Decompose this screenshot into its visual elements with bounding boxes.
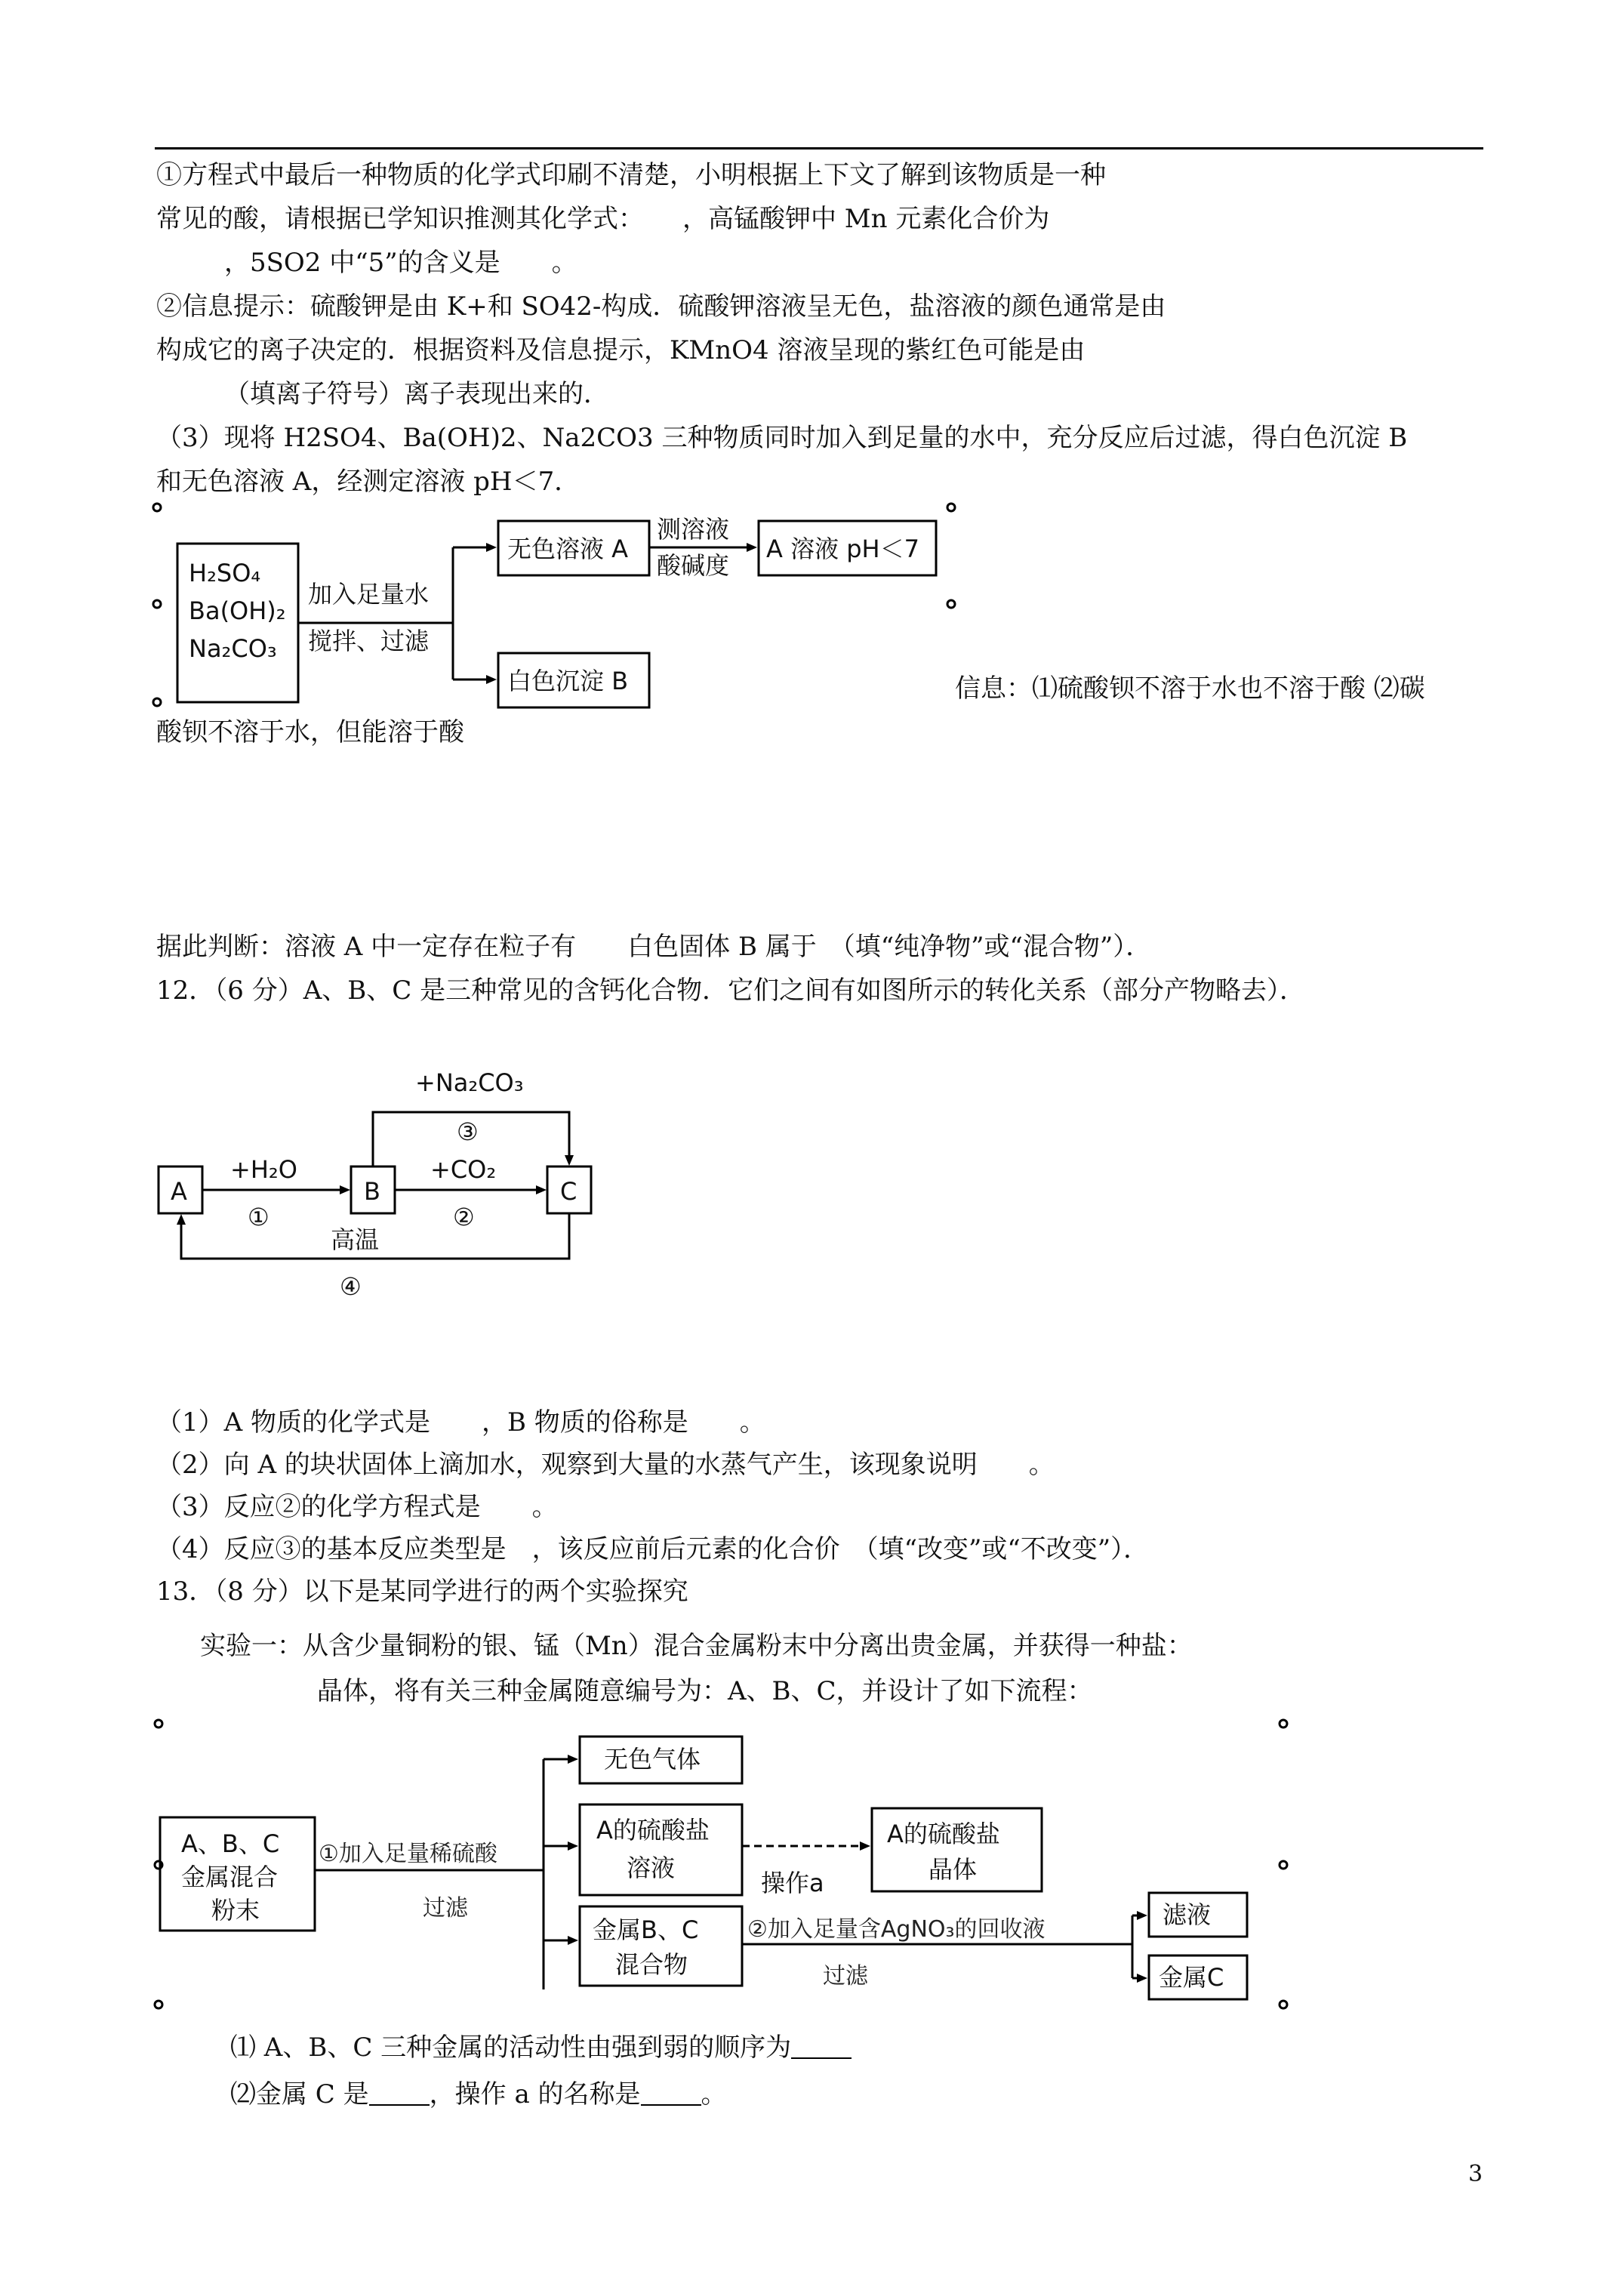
handle-dot	[155, 2001, 162, 2008]
text-line: 12．（6 分）A、B、C 是三种常见的含钙化合物．它们之间有如图所示的转化关系（部分产物略去）．	[156, 975, 1306, 1006]
step-label: 过滤	[423, 1895, 468, 1922]
handle-dot	[155, 1720, 162, 1727]
crystal-label: 晶体	[929, 1855, 978, 1884]
page-number: 3	[1468, 2161, 1483, 2187]
text-line: 据此判断：溶液 A 中一定存在粒子有 白色固体 B 属于 （填“纯净物”或“混合物”）．	[156, 932, 1152, 962]
answer-blank[interactable]	[791, 2035, 852, 2059]
test-label: 酸碱度	[657, 551, 730, 580]
arrow-head	[486, 543, 497, 552]
arrow-head	[568, 1936, 578, 1945]
text-line: 实验一：从含少量铜粉的银、锰（Mn）混合金属粉末中分离出贵金属，并获得一种盐：	[200, 1631, 1193, 1661]
handle-dot	[1280, 1720, 1287, 1727]
text-line: 酸钡不溶于水，但能溶于酸	[156, 717, 464, 747]
conversion-diagram	[151, 1053, 619, 1318]
reagent-label: +CO₂	[430, 1155, 497, 1184]
step-label: ②加入足量含AgNO₃的回收液	[747, 1916, 1046, 1943]
text-line: 13．（8 分）以下是某同学进行的两个实验探究	[156, 1576, 688, 1607]
node-c-label: C	[560, 1177, 577, 1206]
arrow-head	[565, 1155, 574, 1166]
handle-dot	[1280, 1861, 1287, 1869]
reactant-label: H₂SO₄	[189, 559, 261, 587]
start-label: 金属混合	[181, 1863, 279, 1891]
question-text: 。	[701, 2079, 727, 2110]
step-label: 过滤	[823, 1963, 868, 1989]
reagent-label: 高温	[331, 1225, 380, 1254]
arrow-head	[1137, 1974, 1147, 1983]
filtrate-label: 滤液	[1163, 1900, 1212, 1929]
text-line: ②信息提示：硫酸钾是由 K+和 SO42-构成．硫酸钾溶液呈无色，盐溶液的颜色通常是由	[156, 291, 1166, 322]
crystal-label: A的硫酸盐	[887, 1820, 1000, 1848]
handle-dot	[153, 504, 161, 511]
reaction-number: ②	[453, 1203, 475, 1231]
handle-dot	[1280, 2001, 1287, 2008]
text-line: ，5SO2 中“5”的含义是 。	[224, 248, 577, 278]
text-line: 构成它的离子决定的．根据资料及信息提示，KMnO4 溶液呈现的紫红色可能是由	[156, 335, 1086, 365]
reagent-label: +H₂O	[230, 1155, 297, 1184]
answer-blank[interactable]	[369, 2082, 430, 2106]
text-line: 信息：⑴硫酸钡不溶于水也不溶于酸 ⑵碳	[955, 673, 1425, 704]
solution-label: A的硫酸盐	[596, 1816, 710, 1845]
text-line: （1）A 物质的化学式是 ，B 物质的俗称是 。	[156, 1407, 765, 1438]
question-line	[230, 2031, 852, 2064]
node-a-label: A	[171, 1177, 187, 1206]
arrow-head	[568, 1755, 578, 1764]
mixture-label: 金属B、C	[593, 1915, 699, 1944]
text-line: （3）现将 H2SO4、Ba(OH)2、Na2CO3 三种物质同时加入到足量的水中，充分反应后过滤，得白色沉淀 B	[156, 423, 1408, 453]
reaction-number: ①	[248, 1203, 269, 1231]
handle-dot	[153, 698, 161, 706]
reactant-label: Na₂CO₃	[189, 634, 277, 663]
text-line: （2）向 A 的块状固体上滴加水，观察到大量的水蒸气产生，该现象说明 。	[156, 1450, 1055, 1480]
text-line: （3）反应②的化学方程式是 。	[156, 1492, 558, 1522]
text-line: （填离子符号）离子表现出来的．	[224, 379, 609, 409]
arrow-head	[568, 1841, 578, 1851]
handle-dot	[153, 600, 161, 608]
node-b-label: B	[364, 1177, 380, 1206]
solution-label: 溶液	[627, 1854, 676, 1882]
test-label: 测溶液	[657, 515, 730, 544]
arrow-head	[177, 1214, 186, 1225]
metal-c-label: 金属C	[1159, 1963, 1224, 1992]
question-text: ⑵金属 C 是	[230, 2079, 369, 2110]
header-rule	[155, 147, 1483, 149]
text-line: 和无色溶液 A，经测定溶液 pH＜7．	[156, 467, 581, 497]
arrow-head	[1137, 1911, 1147, 1920]
question-text: ⑴ A、B、C 三种金属的活动性由强到弱的顺序为	[230, 2032, 792, 2063]
reagent-label: +Na₂CO₃	[415, 1068, 524, 1097]
text-line: 常见的酸，请根据已学知识推测其化学式： ，高锰酸钾中 Mn 元素化合价为	[156, 204, 1050, 234]
arrow-head	[747, 543, 757, 552]
arrow-head	[486, 675, 497, 684]
step-label: 加入足量水	[308, 580, 430, 609]
step-label: ①加入足量稀硫酸	[319, 1841, 497, 1867]
arrow-head	[536, 1185, 547, 1194]
flow-diagram-1	[151, 498, 966, 717]
text-line: ①方程式中最后一种物质的化学式印刷不清楚，小明根据上下文了解到该物质是一种	[156, 160, 1106, 190]
step-label: 搅拌、过滤	[308, 627, 430, 655]
text-line: 晶体，将有关三种金属随意编号为：A、B、C，并设计了如下流程：	[317, 1676, 1093, 1706]
gas-label: 无色气体	[604, 1745, 701, 1774]
product-b-label: 白色沉淀 B	[507, 667, 629, 695]
reaction-number: ④	[340, 1272, 362, 1301]
reaction-number: ③	[457, 1117, 479, 1146]
arrow-head	[860, 1841, 870, 1851]
handle-dot	[947, 600, 955, 608]
mixture-label: 混合物	[615, 1950, 688, 1979]
operation-label: 操作a	[761, 1869, 824, 1897]
text-line: （4）反应③的基本反应类型是 ，该反应前后元素的化合价 （填“改变”或“不改变”）．	[156, 1534, 1150, 1564]
start-label: A、B、C	[181, 1829, 280, 1858]
start-label: 粉末	[211, 1896, 260, 1925]
answer-blank[interactable]	[641, 2082, 701, 2106]
question-text: ，操作 a 的名称是	[429, 2079, 641, 2110]
flow-diagram-2	[151, 1718, 1298, 2012]
handle-dot	[947, 504, 955, 511]
result-label: A 溶液 pH＜7	[766, 535, 919, 563]
arrow-head	[340, 1185, 350, 1194]
question-line	[230, 2078, 727, 2111]
product-a-label: 无色溶液 A	[507, 535, 629, 563]
reactant-label: Ba(OH)₂	[189, 596, 286, 625]
